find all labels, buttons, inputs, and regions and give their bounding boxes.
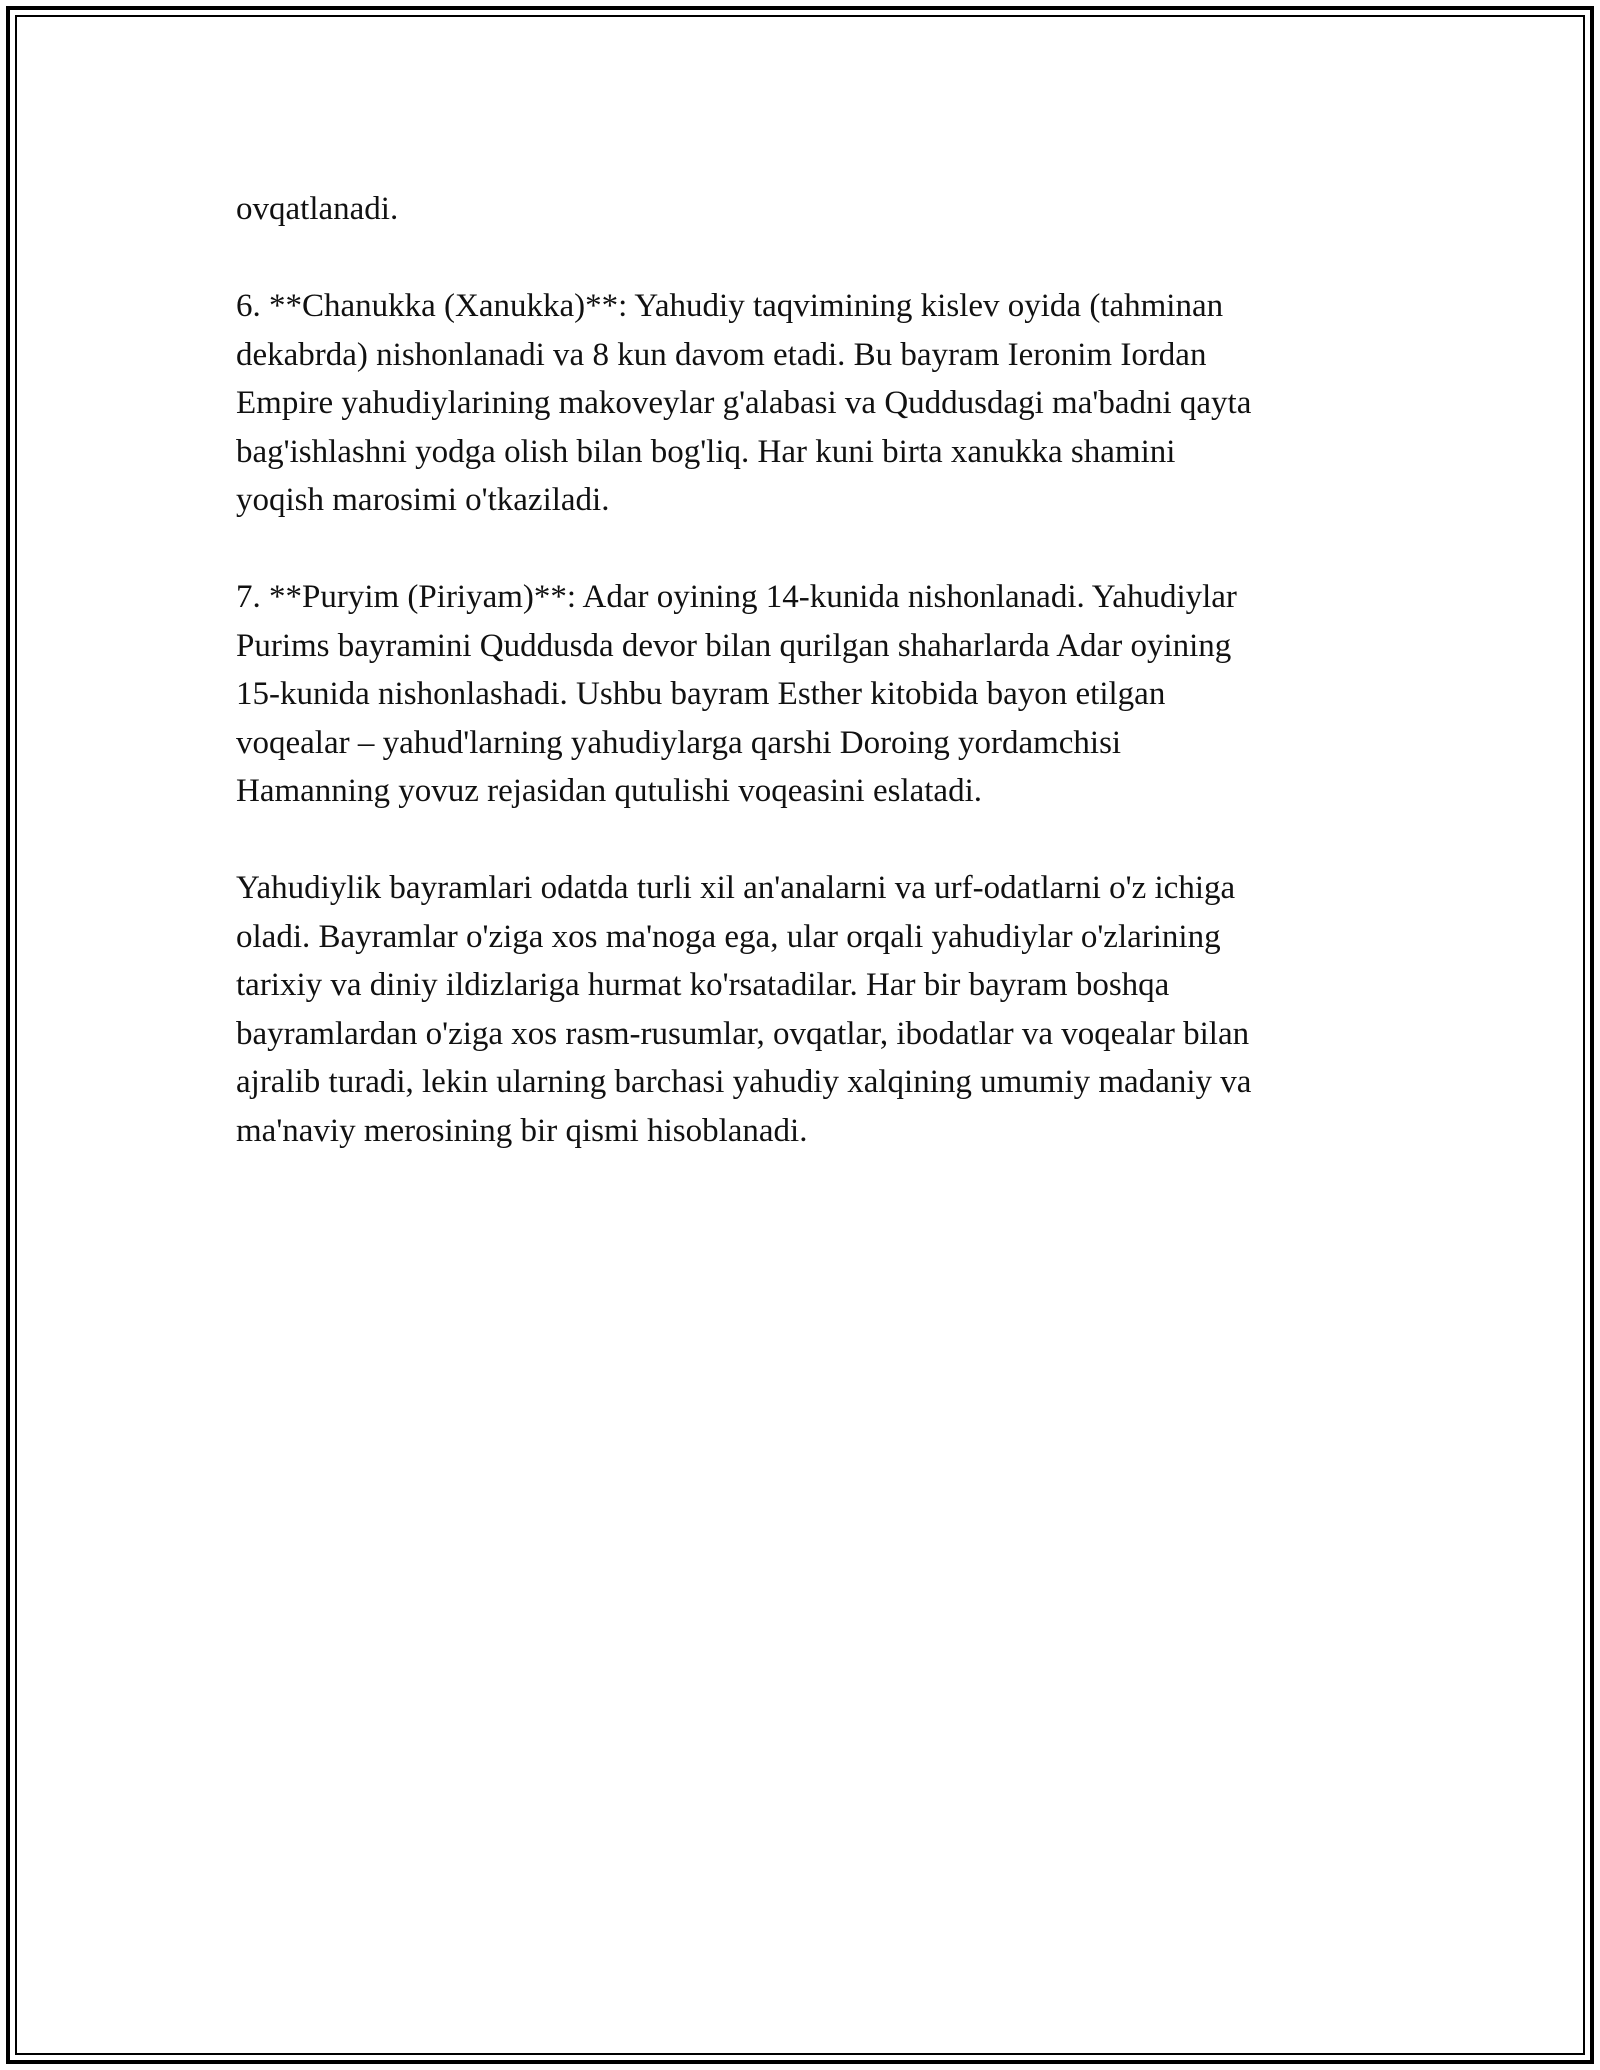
paragraph-summary: Yahudiylik bayramlari odatda turli xil an'analarni va urf-odatlarni o'z ichiga oladi. Bayramlar o'ziga xos ma'noga ega, ular orqali yahudiylar o'zlarining tarixiy va diniy ildizlariga hurmat ko'rsatadilar. Har bir bayram boshqa bayramlardan o'ziga xos rasm-rusumlar, ovqatlar, ibodatlar va voqealar bilan ajralib turadi, lekin ularning barchasi yahudiy xalqining umumiy madaniy va ma'naviy merosining bir qismi hisoblanadi. (236, 870, 1252, 1149)
document-body (236, 185, 1386, 1204)
paragraph-continuation: ovqatlanadi. (236, 191, 399, 227)
paragraph-chanukka: 6. **Chanukka (Xanukka)**: Yahudiy taqvimining kislev oyida (tahminan dekabrda) nishonlanadi va 8 kun davom etadi. Bu bayram Ieronim Iordan Empire yahudiylarining makoveylar g'alabasi va Quddusdagi ma'badni qayta bag'ishlashni yodga olish bilan bog'liq. Har kuni birta xanukka shamini yoqish marosimi o'tkaziladi. (236, 288, 1252, 518)
paragraph-puryim: 7. **Puryim (Piriyam)**: Adar oyining 14-kunida nishonlanadi. Yahudiylar Purims bayramini Quddusda devor bilan qurilgan shaharlarda Adar oyining 15-kunida nishonlashadi. Ushbu bayram Esther kitobida bayon etilgan voqealar – yahud'larning yahudiylarga qarshi Doroing yordamchisi Hamanning yovuz rejasidan qutulishi voqeasini eslatadi. (236, 579, 1237, 809)
